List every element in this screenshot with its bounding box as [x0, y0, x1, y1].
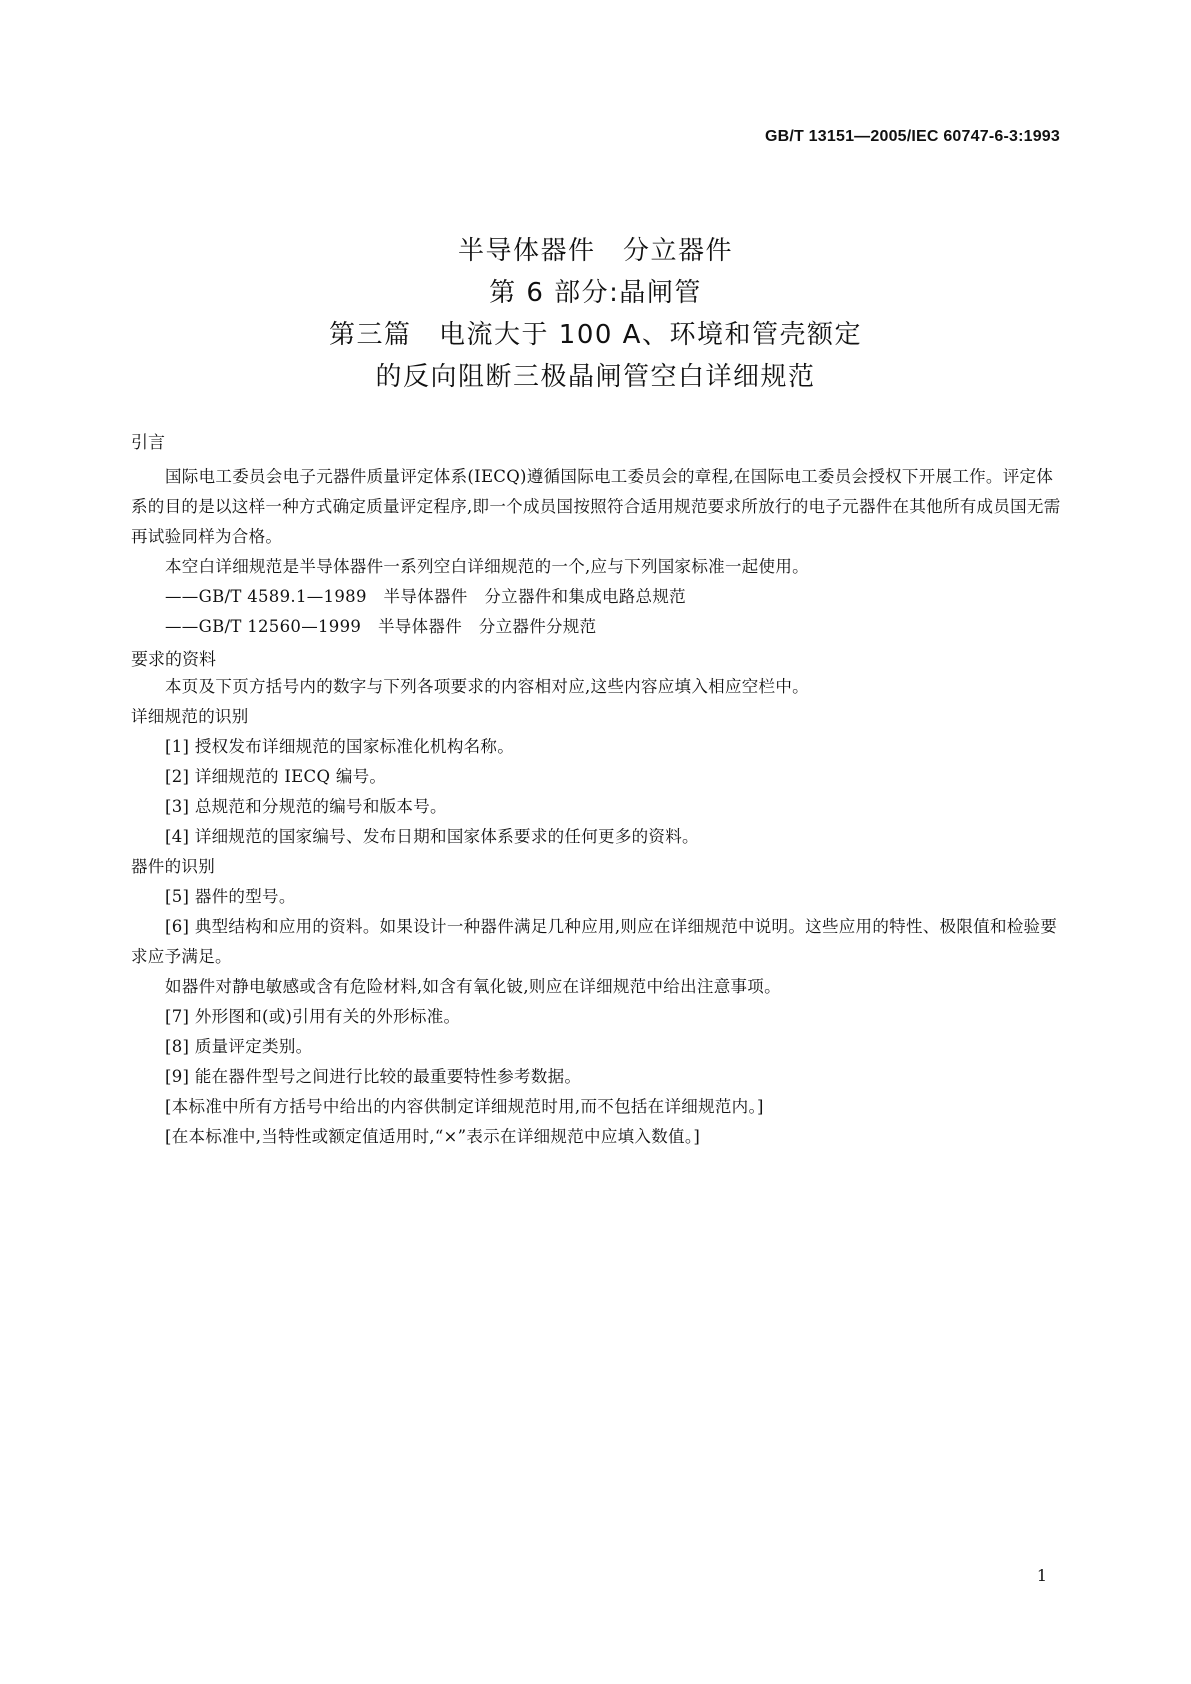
page-number: 1: [1036, 1566, 1047, 1585]
required-info-section: [131, 672, 1061, 1152]
intro-paragraph-2: 本空白详细规范是半导体器件一系列空白详细规范的一个,应与下列国家标准一起使用。: [165, 557, 809, 576]
item-4: [4] 详细规范的国家编号、发布日期和国家体系要求的任何更多的资料。: [165, 827, 699, 846]
intro-paragraph-1: 国际电工委员会电子元器件质量评定体系(IECQ)遵循国际电工委员会的章程,在国际电工委员会授权下开展工作。评定体系的目的是以这样一种方式确定质量评定程序,即一个成员国按照符合适用规范要求所放行的电子元器件在其他所有成员国无需再试验同样为合格。: [131, 467, 1061, 546]
title-line-2: 第 6 部分:晶闸管: [489, 278, 702, 308]
required-info-heading: 要求的资料: [131, 650, 216, 670]
reference-2: ——GB/T 12560—1999 半导体器件 分立器件分规范: [165, 617, 597, 636]
bracket-note-1: [本标准中所有方括号中给出的内容供制定详细规范时用,而不包括在详细规范内。]: [165, 1097, 764, 1116]
title-line-1: 半导体器件 分立器件: [457, 236, 733, 266]
item-5: [5] 器件的型号。: [165, 887, 296, 906]
item-2: [2] 详细规范的 IECQ 编号。: [165, 767, 387, 786]
item-6: [6] 典型结构和应用的资料。如果设计一种器件满足几种应用,则应在详细规范中说明。这些应用的特性、极限值和检验要求应予满足。: [131, 917, 1058, 966]
detail-spec-identification-label: 详细规范的识别: [131, 707, 249, 726]
item-9: [9] 能在器件型号之间进行比较的最重要特性参考数据。: [165, 1067, 582, 1086]
item-1: [1] 授权发布详细规范的国家标准化机构名称。: [165, 737, 515, 756]
intro-heading: 引言: [131, 433, 165, 453]
title-line-3: 第三篇 电流大于 100 A、环境和管壳额定: [329, 320, 862, 350]
item-7: [7] 外形图和(或)引用有关的外形标准。: [165, 1007, 461, 1026]
reference-1: ——GB/T 4589.1—1989 半导体器件 分立器件和集成电路总规范: [165, 587, 686, 606]
bracket-note-2: [在本标准中,当特性或额定值适用时,“×”表示在详细规范中应填入数值。]: [165, 1127, 701, 1146]
document-title: [0, 230, 1191, 398]
required-info-paragraph: 本页及下页方括号内的数字与下列各项要求的内容相对应,这些内容应填入相应空栏中。: [165, 677, 809, 696]
item-8: [8] 质量评定类别。: [165, 1037, 313, 1056]
item-3: [3] 总规范和分规范的编号和版本号。: [165, 797, 447, 816]
esd-note-paragraph: 如器件对静电敏感或含有危险材料,如含有氧化铍,则应在详细规范中给出注意事项。: [165, 977, 781, 996]
device-identification-label: 器件的识别: [131, 857, 215, 876]
title-line-4: 的反向阻断三极晶闸管空白详细规范: [375, 362, 816, 392]
standard-number: GB/T 13151—2005/IEC 60747-6-3:1993: [765, 128, 1060, 145]
intro-section: [131, 462, 1061, 642]
